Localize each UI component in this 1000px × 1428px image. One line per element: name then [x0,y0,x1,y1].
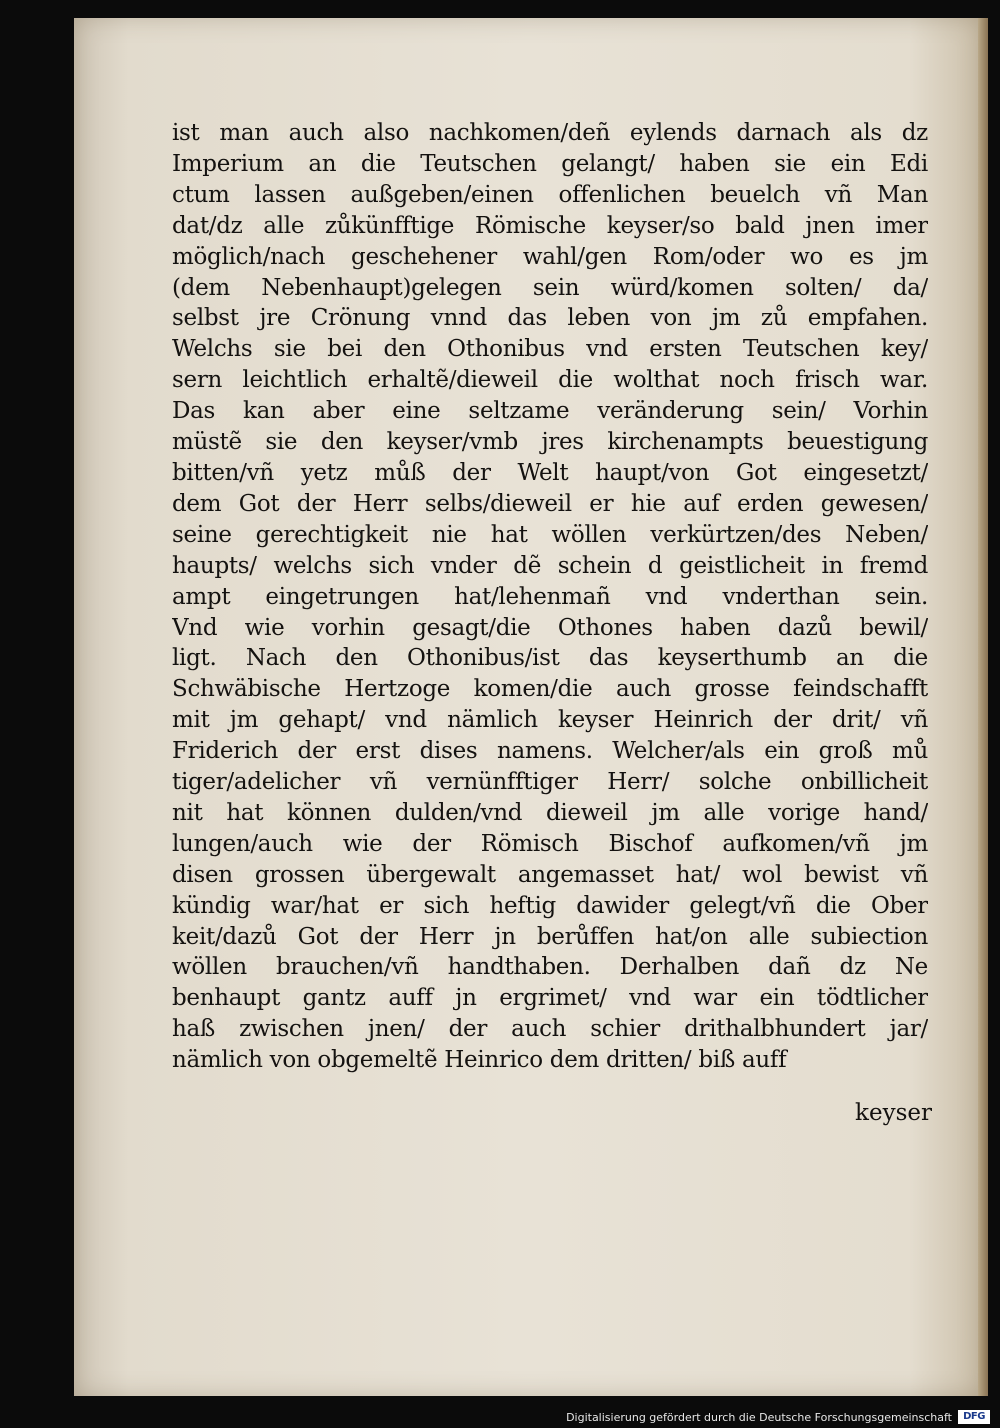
text-line: dem Got der Herr selbs/dieweil er hie auf erden gewesen/ [172,490,928,517]
text-line: disen grossen übergewalt angemasset hat/ wol bewist vñ [172,861,928,888]
text-line: Das kan aber eine seltzame veränderung sein/ Vorhin [172,398,928,425]
text-line: Vnd wie vorhin gesagt/die Othones haben dazů bewil/ [172,614,928,641]
text-line: Imperium an die Teutschen gelangt/ haben sie ein Edi [172,150,928,177]
text-line: Friderich der erst dises namens. Welcher/als ein groß mů [172,738,928,765]
text-line: sern leichtlich erhaltẽ/dieweil die wolthat noch frisch war. [172,367,928,394]
text-line: haß zwischen jnen/ der auch schier drithalbhundert jar/ [172,1016,928,1043]
page-edge [978,18,988,1396]
text-line: dat/dz alle zůkünfftige Römische keyser/so bald jnen imer [172,212,928,239]
footer-credit: Digitalisierung gefördert durch die Deutsche Forschungsgemeinschaft [566,1411,952,1424]
text-line: ligt. Nach den Othonibus/ist das keyserthumb an die [172,645,928,672]
text-line: Welchs sie bei den Othonibus vnd ersten Teutschen key/ [172,336,928,363]
text-line: selbst jre Crönung vnnd das leben von jm zů empfahen. [172,305,928,332]
catchword: keyser [855,1100,932,1126]
text-line: mit jm gehapt/ vnd nämlich keyser Heinrich der drit/ vñ [172,707,928,734]
text-line: nit hat können dulden/vnd dieweil jm alle vorige hand/ [172,799,928,826]
text-line: lungen/auch wie der Römisch Bischof aufkomen/vñ jm [172,830,928,857]
text-line: ist man auch also nachkomen/deñ eylends darnach als dz [172,120,928,146]
text-line: wöllen brauchen/vñ handthaben. Derhalben dañ dz Ne [172,954,928,981]
text-line: ctum lassen außgeben/einen offenlichen beuelch vñ Man [172,181,928,208]
text-line: ampt eingetrungen hat/lehenmañ vnd vnderthan sein. [172,583,928,610]
text-line: bitten/vñ yetz můß der Welt haupt/von Got eingesetzt/ [172,459,928,486]
text-line: kündig war/hat er sich heftig dawider gelegt/vñ die Ober [172,892,928,919]
text-line: nämlich von obgemeltẽ Heinrico dem dritten/ biß auff [172,1047,787,1074]
page-text [172,118,942,1076]
dfg-logo: DFG [958,1410,990,1424]
text-line: seine gerechtigkeit nie hat wöllen verkürtzen/des Neben/ [172,521,928,548]
text-line: Schwäbische Hertzoge komen/die auch grosse feindschafft [172,676,928,703]
text-line: (dem Nebenhaupt)gelegen sein würd/komen solten/ da/ [172,274,928,301]
text-line: müstẽ sie den keyser/vmb jres kirchenampts beuestigung [172,429,928,456]
text-line: tiger/adelicher vñ vernünfftiger Herr/ solche onbillicheit [172,769,928,796]
text-line: möglich/nach geschehener wahl/gen Rom/oder wo es jm [172,243,928,270]
text-line: benhaupt gantz auff jn ergrimet/ vnd war ein tödtlicher [172,985,928,1012]
text-line: keit/dazů Got der Herr jn berůffen hat/on alle subiection [172,923,928,950]
text-line: haupts/ welchs sich vnder dẽ schein d geistlicheit in fremd [172,552,928,579]
